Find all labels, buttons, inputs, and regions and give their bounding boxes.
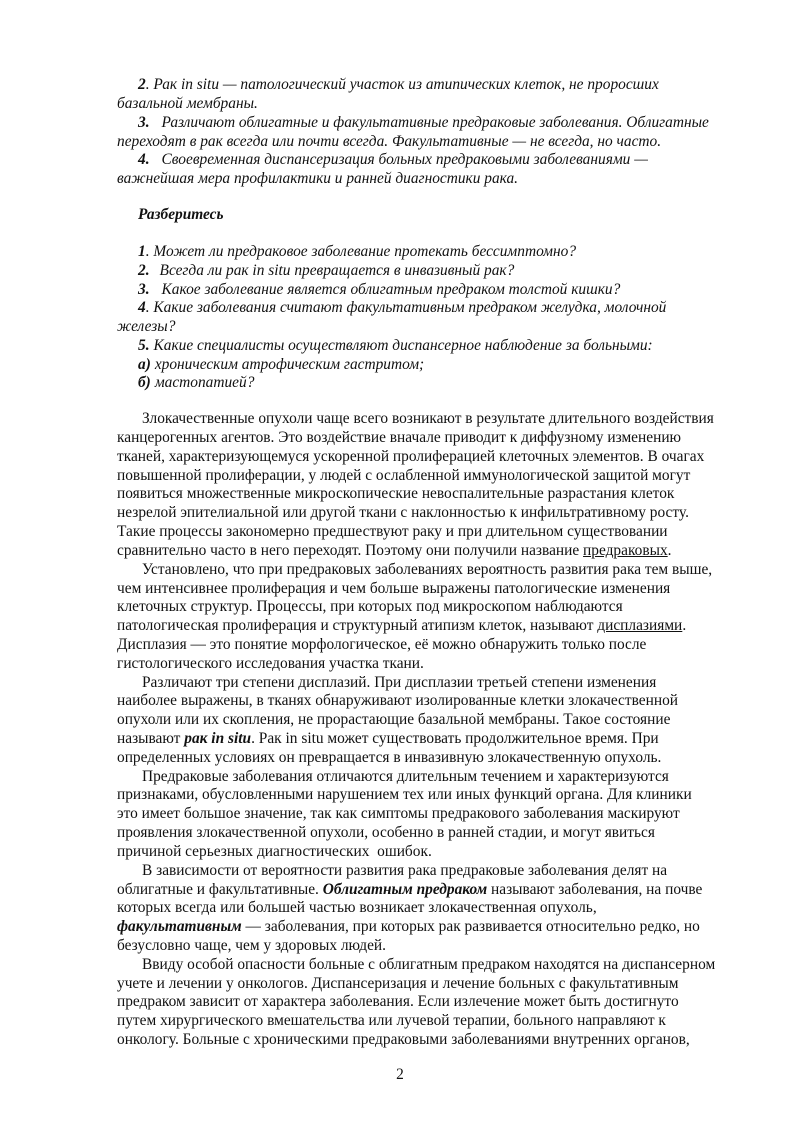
intro-point-text: Различают облигатные и факультативные предраковые заболевания. Облигатные — [161, 114, 709, 131]
body-text: сравнительно часто в него переходят. Поэтому они получили название — [117, 542, 584, 559]
body-line — [117, 881, 800, 899]
question-text: . Какие заболевания считают факультативным предраком желудка, молочной — [145, 299, 667, 316]
body-line: Злокачественные опухоли чаще всего возникают в результате длительного воздействия — [142, 410, 714, 427]
question-text: хроническим атрофическим гастритом; — [154, 356, 425, 373]
question-number: 2. — [138, 262, 150, 279]
body-line — [117, 542, 800, 560]
body-text: . — [667, 542, 672, 559]
question-2 — [138, 262, 800, 280]
question-text: мастопатией? — [154, 374, 255, 391]
intro-point-number: 2 — [138, 76, 146, 93]
question-3 — [138, 281, 800, 299]
question-text: Какие специалисты осуществляют диспансерное наблюдение за больными: — [153, 337, 653, 354]
question-text: Всегда ли рак in situ превращается в инвазивный рак? — [159, 262, 515, 279]
body-line: канцерогенных агентов. Это воздействие вначале приводит к диффузному изменению — [117, 429, 682, 446]
term-precancerous: предраковых — [583, 542, 668, 559]
body-line: гистологического исследования участка ткани. — [117, 655, 424, 672]
body-line: путем хирургического вмешательства или лучевой терапии, больного направляют к — [117, 1012, 666, 1029]
body-line: незрелой эпителиальной или другой ткани с наклонностью к инфильтративному росту. — [117, 504, 689, 521]
intro-point-2-cont: базальной мембраны. — [117, 95, 258, 112]
intro-point-text: . Рак in situ — патологический участок из атипических клеток, не проросших — [145, 76, 659, 93]
body-text: облигатные и факультативные. — [117, 881, 323, 898]
intro-point-number: 3. — [138, 114, 150, 131]
body-line: определенных условиях он превращается в инвазивную злокачественную опухоль. — [117, 749, 662, 766]
body-line: наиболее выражены, в тканях обнаруживают изолированные клетки злокачественной — [117, 692, 678, 709]
question-text: . Может ли предраковое заболевание протекать бессимптомно? — [145, 243, 577, 260]
body-text: называют — [117, 730, 185, 747]
intro-point-number: 4. — [138, 151, 150, 168]
section-heading: Разберитесь — [138, 206, 224, 223]
body-line: Установлено, что при предраковых заболеваниях вероятность развития рака тем выше, — [142, 561, 713, 578]
question-4 — [138, 299, 800, 317]
body-text: . Рак in situ может существовать продолжительное время. При — [251, 730, 659, 747]
body-text: . — [682, 617, 687, 634]
body-line: причиной серьезных диагностических ошибок. — [117, 843, 432, 860]
question-number: 5. — [138, 337, 150, 354]
intro-point-3 — [138, 114, 800, 132]
body-line: опухоли или их скопления, не прорастающие базальной мембраны. Такое состояние — [117, 711, 671, 728]
body-line: Такие процессы закономерно предшествуют раку и при длительном существовании — [117, 523, 668, 540]
intro-point-4-cont: важнейшая мера профилактики и ранней диагностики рака. — [117, 170, 519, 187]
intro-point-2 — [138, 76, 800, 94]
body-line: Различают три степени дисплазий. При дисплазии третьей степени изменения — [142, 674, 657, 691]
body-line: В зависимости от вероятности развития рака предраковые заболевания делят на — [142, 862, 668, 879]
question-4-cont: железы? — [117, 318, 176, 335]
question-number: 3. — [138, 281, 150, 298]
body-line: Ввиду особой опасности больные с облигатным предраком находятся на диспансерном — [142, 956, 716, 973]
body-line: учете и лечении у онкологов. Диспансеризация и лечение больных с факультативным — [117, 975, 679, 992]
body-line: Предраковые заболевания отличаются длительным течением и характеризуются — [142, 768, 669, 785]
body-line: чем интенсивнее пролиферация и чем больше выражены патологические изменения — [117, 580, 671, 597]
body-line: признаками, обусловленными нарушением тех или иных функций органа. Для клиники — [117, 786, 692, 803]
question-number: 1 — [138, 243, 146, 260]
body-line: которых всегда или большей частью возникает злокачественная опухоль, — [117, 899, 597, 916]
question-number: 4 — [138, 299, 146, 316]
body-line: Дисплазия — это понятие морфологическое, её можно обнаружить только после — [117, 636, 647, 653]
body-line: онкологу. Больные с хроническими предраковыми заболеваниями внутренних органов, — [117, 1031, 690, 1048]
question-5b — [138, 374, 800, 392]
question-5a — [138, 356, 800, 374]
body-line — [117, 918, 800, 936]
term-facultative: факультативным — [117, 918, 242, 935]
body-line: тканей, характеризующемуся ускоренной пролиферацией клеточных элементов. В очагах — [117, 448, 705, 465]
body-text: называют заболевания, на почве — [487, 881, 703, 898]
question-text: Какое заболевание является облигатным предраком толстой кишки? — [161, 281, 621, 298]
body-line: проявления злокачественной опухоли, особенно в ранней стадии, и могут явиться — [117, 824, 655, 841]
body-line — [117, 730, 800, 748]
term-cancer-in-situ: рак in situ — [184, 730, 252, 747]
body-line: предраком зависит от характера заболевания. Если излечение может быть достигнуто — [117, 993, 679, 1010]
term-dysplasia: дисплазиями — [597, 617, 683, 634]
question-number: а) — [138, 356, 151, 373]
question-number: б) — [138, 374, 151, 391]
intro-point-text: Своевременная диспансеризация больных предраковыми заболеваниями — — [161, 151, 648, 168]
body-line — [117, 617, 800, 635]
body-text: — заболевания, при которых рак развивается относительно редко, но — [241, 918, 700, 935]
body-line: клеточных структур. Процессы, при которых под микроскопом наблюдаются — [117, 598, 623, 615]
body-line: безусловно чаще, чем у здоровых людей. — [117, 937, 387, 954]
question-1 — [138, 243, 800, 261]
question-5 — [138, 337, 800, 355]
term-obligate-precancer: Облигатным предраком — [322, 881, 488, 898]
intro-point-3-cont: переходят в рак всегда или почти всегда. Факультативные — не всегда, но часто. — [117, 133, 662, 150]
intro-point-4 — [138, 151, 800, 169]
body-line: повышенной пролиферации, у людей с ослабленной иммунологической защитой могут — [117, 467, 691, 484]
page-number: 2 — [396, 1066, 404, 1083]
body-text: патологическая пролиферация и структурный атипизм клеток, называют — [117, 617, 598, 634]
body-line: это имеет большое значение, так как симптомы предракового заболевания маскируют — [117, 805, 680, 822]
body-line: появиться множественные микроскопические невоспалительные разрастания клеток — [117, 485, 675, 502]
